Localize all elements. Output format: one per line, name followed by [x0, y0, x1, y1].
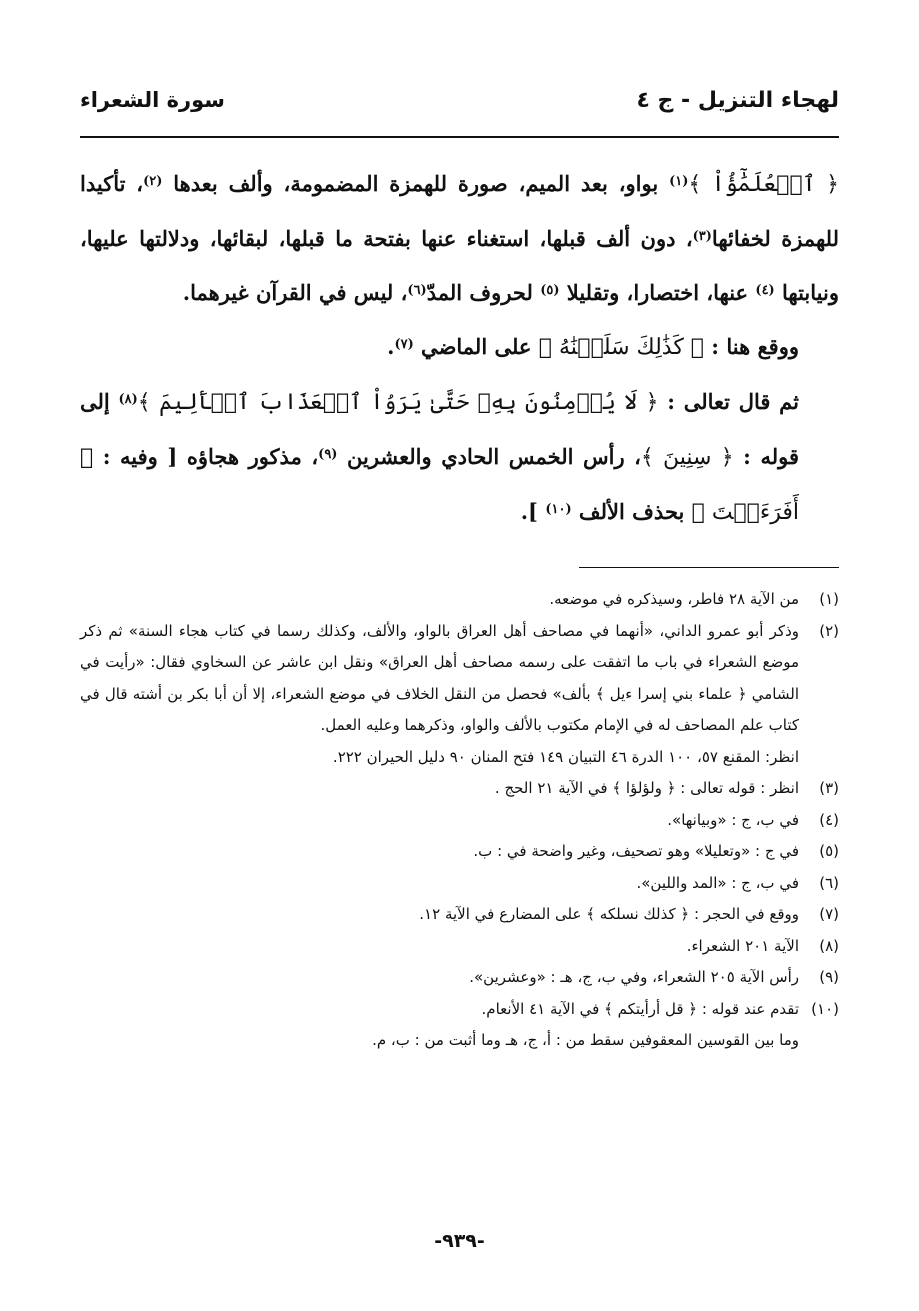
footnote-number: (٥)	[819, 842, 839, 860]
footnote-ref: (١)	[669, 174, 689, 189]
paragraph-text: إلى قوله :	[80, 389, 799, 469]
header-divider	[80, 136, 839, 138]
page-number: -٩٣٩-	[434, 1230, 485, 1252]
footnote-number: (١)	[819, 590, 839, 608]
footnote-2	[80, 616, 839, 742]
footnote-ref: (٢)	[143, 174, 163, 189]
footnote-text: وذكر أبو عمرو الداني، «أنهما في مصاحف أهل العراق بالواو، والألف، وكذلك رسما في كتاب هجاء السنة» ثم ذكر موضع الشعراء في باب ما اتفقت على رسمه مصاحف أهل العراق» ونقل ابن عاشر عن السخاوي فقال: «رأيت في الشامي ﴿ علماء بني إسرا ءيل ﴾ بألف» فحصل من النقل الخلاف في موضع الشعراء، إلا أن أبا بكر بن أشته قال في كتاب علم المصاحف له في الإمام مكتوب بالألف والواو، وذكرهما وعليه العمل.	[80, 621, 799, 734]
footnote-divider	[579, 567, 839, 568]
footnote-ref: (٨)	[118, 392, 138, 407]
paragraph-text: ووقع هنا :	[704, 334, 799, 359]
footnote-3	[80, 773, 839, 805]
footnote-ref: (٤)	[755, 283, 775, 298]
footnote-text: الآية ٢٠١ الشعراء.	[686, 936, 799, 955]
footnote-6	[80, 868, 839, 900]
footnote-text: في ج : «وتعليلا» وهو تصحيف، وغير واضحة في : ب.	[473, 842, 799, 860]
paragraph-text: ، مذكور هجاؤه [ وفيه :	[93, 444, 319, 469]
footnotes	[80, 584, 839, 1057]
quran-quote: ﴿ ٱلۡعُلَمَٰٓؤُاْ ﴾	[688, 172, 839, 197]
paragraph-text: ].	[520, 499, 546, 524]
footnote-4	[80, 805, 839, 837]
quran-quote: ﴿ كَذَٰلِكَ سَلَكۡنَٰهُ ﴾	[538, 335, 704, 360]
paragraph-text: ، دون ألف قبلها، استغناء عنها بفتحة ما قبلها، لبقائها، ودلالتها عليها، ونيابتها	[80, 226, 839, 305]
quran-quote: ﴿ لَا يُؤۡمِنُونَ بِهِۦ حَتَّىٰ يَرَوُاْ ٱلۡعَذَابَ ٱلۡأَلِيمَ ﴾	[137, 390, 659, 415]
footnote-5	[80, 836, 839, 868]
paragraph-text: ، ليس في القرآن غيرهما.	[182, 280, 408, 305]
footnote-number: (٦)	[819, 873, 839, 892]
footnote-10	[80, 994, 839, 1026]
footnote-number: (٤)	[819, 810, 839, 829]
running-header	[80, 88, 839, 138]
footnote-7	[80, 899, 839, 931]
paragraph-text: .	[387, 334, 395, 359]
paragraph-text: ثم قال تعالى :	[658, 389, 799, 414]
footnote-ref: (٣)	[692, 229, 712, 244]
footnote-number: (٩)	[819, 968, 839, 986]
footnote-text: ووقع في الحجر : ﴿ كذلك نسلكه ﴾ على المضارع في الآية ١٢.	[419, 905, 799, 923]
footnote-number: (٨)	[819, 936, 839, 955]
footnote-number: (٧)	[819, 905, 839, 923]
paragraph-1	[80, 156, 839, 319]
footnote-number: (٢)	[819, 621, 839, 640]
footnote-1	[80, 584, 839, 616]
footnote-text: تقدم عند قوله : ﴿ قل أرأيتكم ﴾ في الآية ٤١ الأنعام.	[481, 999, 799, 1018]
footnote-ref: (٦)	[407, 283, 427, 298]
paragraph-text: ، تأكيدا للهمزة لخفائها	[80, 171, 839, 251]
footnote-text: انظر: المقنع ٥٧، ١٠٠ الدرة ٤٦ التبيان ١٤٩ فتح المنان ٩٠ دليل الحيران ٢٢٢.	[332, 747, 799, 766]
paragraph-text: ، رأس الخمس الحادي والعشرين	[337, 444, 641, 469]
footnote-ref: (١٠)	[545, 502, 572, 517]
footnote-ref: (٧)	[394, 337, 414, 352]
quran-quote: ﴿ أَفَرَءَيۡتَ ﴾	[80, 445, 799, 525]
footnote-text: وما بين القوسين المعقوفين سقط من : أ، ج، هـ وما أثبت من : ب، م.	[372, 1031, 799, 1049]
surah-title: سورة الشعراء	[80, 88, 225, 112]
footnote-2-references	[80, 742, 839, 774]
paragraph-2	[80, 319, 839, 374]
footnote-10-note	[80, 1025, 839, 1057]
paragraph-text: بواو، بعد الميم، صورة للهمزة المضمومة، وألف بعدها	[162, 171, 670, 196]
paragraph-3	[80, 374, 839, 539]
footnote-ref: (٩)	[318, 447, 338, 462]
footnote-ref: (٥)	[540, 283, 560, 298]
book-title: لهجاء التنزيل - ج ٤	[636, 88, 839, 113]
footnote-number: (١٠)	[811, 999, 839, 1018]
paragraph-text: عنها، اختصارا، وتقليلا	[559, 280, 756, 305]
main-text	[80, 156, 839, 539]
paragraph-text: بحذف الألف	[571, 499, 692, 524]
paragraph-text: لحروف المدّ	[426, 280, 541, 305]
footnote-9	[80, 962, 839, 994]
paragraph-text: على الماضي	[413, 334, 539, 359]
footnote-number: (٣)	[819, 779, 839, 797]
footnote-text: من الآية ٢٨ فاطر، وسيذكره في موضعه.	[549, 590, 799, 608]
footnote-text: رأس الآية ٢٠٥ الشعراء، وفي ب، ج، هـ : «وعشرين».	[469, 968, 799, 986]
footnote-text: في ب، ج : «وبيانها».	[667, 810, 799, 829]
footnote-text: انظر : قوله تعالى : ﴿ ولؤلؤا ﴾ في الآية ٢١ الحج .	[494, 779, 799, 797]
footnote-8	[80, 931, 839, 963]
quran-quote: ﴿ سِنِينَ ﴾	[640, 445, 734, 470]
footnote-text: في ب، ج : «المد واللين».	[636, 873, 799, 892]
